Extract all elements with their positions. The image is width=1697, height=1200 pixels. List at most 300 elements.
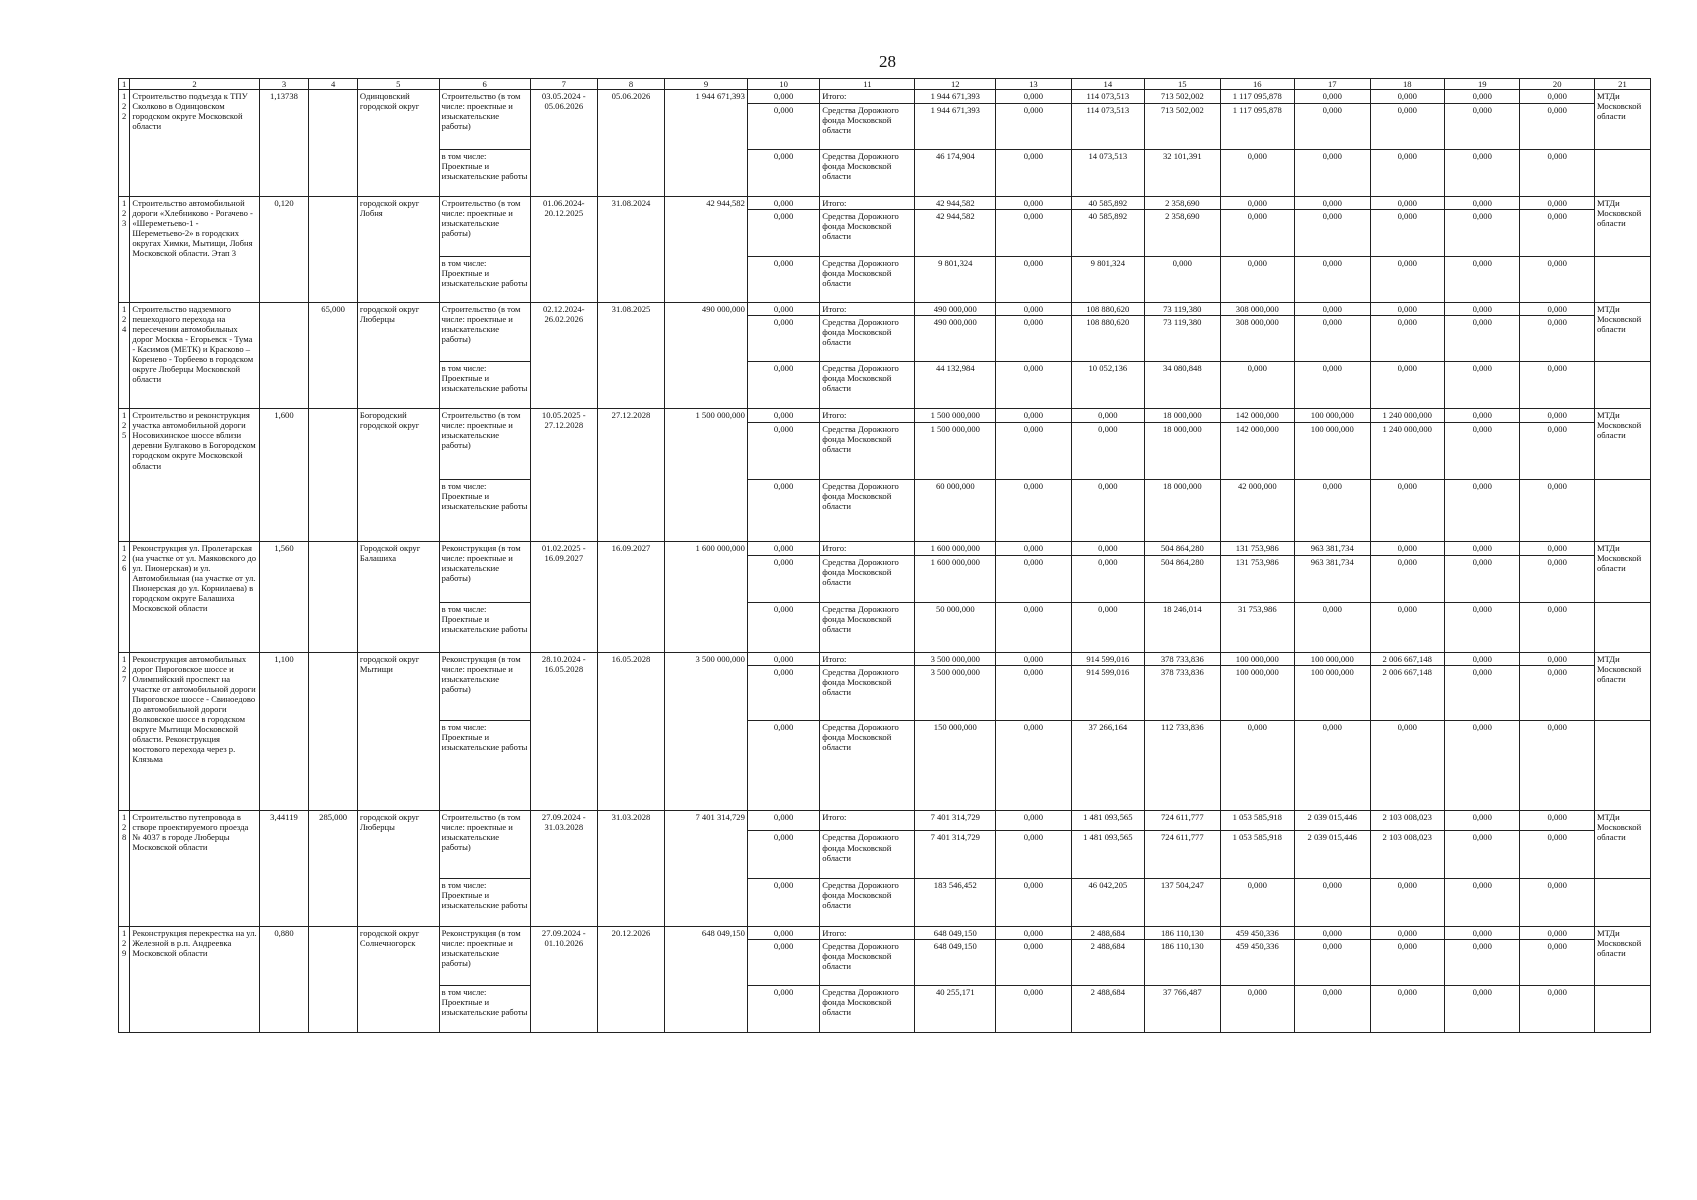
- amount-cell: 0,000: [1370, 316, 1444, 362]
- amount-cell: 504 864,280: [1145, 555, 1221, 602]
- amount-cell: 0,000: [1520, 422, 1594, 479]
- amount-cell: 0,000: [1295, 878, 1371, 926]
- work-type: Строительство (в том числе: проектные и изыскательские работы): [439, 409, 530, 480]
- amount-cell: 0,000: [1220, 209, 1294, 256]
- amount-cell: 1 500 000,000: [915, 409, 996, 422]
- amount-cell: 40 585,892: [1071, 196, 1144, 209]
- amount-cell: 1 944 671,393: [915, 90, 996, 103]
- value-col10: 0,000: [747, 149, 819, 196]
- amount-cell: 0,000: [1520, 721, 1594, 811]
- value-col10: 0,000: [747, 555, 819, 602]
- amount-cell: 0,000: [1444, 196, 1520, 209]
- row-number: 122: [119, 90, 130, 196]
- amount-cell: 32 101,391: [1145, 149, 1221, 196]
- completion-date: 05.06.2026: [597, 90, 664, 196]
- column-number: 17: [1295, 79, 1371, 90]
- length-km: 1,13738: [259, 90, 309, 196]
- amount-cell: 0,000: [1220, 721, 1294, 811]
- amount-cell: 60 000,000: [915, 479, 996, 541]
- amount-cell: 0,000: [1071, 542, 1144, 555]
- district: Городской округ Балашиха: [357, 542, 439, 652]
- amount-cell: 0,000: [1295, 103, 1371, 149]
- amount-cell: 0,000: [1444, 665, 1520, 720]
- column-number: 15: [1145, 79, 1221, 90]
- value-col10: 0,000: [747, 479, 819, 541]
- amount-cell: 0,000: [1370, 256, 1444, 302]
- value-col10: 0,000: [747, 90, 819, 103]
- amount-cell: 648 049,150: [915, 939, 996, 985]
- completion-date: 16.05.2028: [597, 652, 664, 810]
- object-name: Строительство подъезда к ТПУ Сколково в Одинцовском городском округе Московской области: [130, 90, 259, 196]
- work-period: 27.09.2024 - 01.10.2026: [530, 926, 597, 1032]
- column-number: 3: [259, 79, 309, 90]
- district: городской округ Солнечногорск: [357, 926, 439, 1032]
- completion-date: 20.12.2026: [597, 926, 664, 1032]
- amount-cell: 0,000: [1370, 196, 1444, 209]
- funding-source: Средства Дорожного фонда Московской области: [820, 149, 915, 196]
- row-number: 126: [119, 542, 130, 652]
- amount-cell: 1 481 093,565: [1071, 831, 1144, 878]
- amount-cell: 7 401 314,729: [915, 811, 996, 831]
- funding-source: Итого:: [820, 409, 915, 422]
- amount-cell: 1 600 000,000: [915, 542, 996, 555]
- amount-cell: 0,000: [1370, 721, 1444, 811]
- column-number-row: [119, 79, 1651, 90]
- amount-cell: 0,000: [1444, 302, 1520, 315]
- amount-cell: 914 599,016: [1071, 665, 1144, 720]
- work-type: Реконструкция (в том числе: проектные и изыскательские работы): [439, 652, 530, 721]
- amount-cell: 0,000: [1295, 149, 1371, 196]
- amount-cell: 0,000: [1295, 926, 1371, 939]
- funding-source: Итого:: [820, 542, 915, 555]
- work-type: Реконструкция (в том числе: проектные и изыскательские работы): [439, 542, 530, 602]
- column-number: 7: [530, 79, 597, 90]
- amount-cell: 9 801,324: [1071, 256, 1144, 302]
- amount-cell: 0,000: [1520, 985, 1594, 1032]
- amount-cell: 18 000,000: [1145, 409, 1221, 422]
- amount-cell: 0,000: [1520, 103, 1594, 149]
- table-row: [119, 811, 1651, 831]
- amount-cell: 0,000: [1444, 256, 1520, 302]
- amount-cell: 0,000: [1444, 316, 1520, 362]
- funding-source: Итого:: [820, 90, 915, 103]
- object-name: Строительство автомобильной дороги «Хлебниково - Рогачево - «Шереметьево-1 - Шереметьево-2» в городских округах Химки, Мытищи, Лобня Московской области. Этап 3: [130, 196, 259, 302]
- object-cost: 1 944 671,393: [665, 90, 748, 196]
- amount-cell: 0,000: [1071, 409, 1144, 422]
- funding-source: Средства Дорожного фонда Московской области: [820, 665, 915, 720]
- amount-cell: 37 766,487: [1145, 985, 1221, 1032]
- object-cost: 42 944,582: [665, 196, 748, 302]
- amount-cell: 713 502,002: [1145, 103, 1221, 149]
- amount-cell: 0,000: [1295, 479, 1371, 541]
- value-col10: 0,000: [747, 939, 819, 985]
- amount-cell: 0,000: [1370, 209, 1444, 256]
- funding-source: Средства Дорожного фонда Московской области: [820, 831, 915, 878]
- work-type-sub: в том числе: Проектные и изыскательские работы: [439, 602, 530, 652]
- table-row: [119, 302, 1651, 315]
- customer: МТДи Московской области: [1594, 542, 1650, 602]
- amount-cell: 18 000,000: [1145, 422, 1221, 479]
- column-number: 18: [1370, 79, 1444, 90]
- work-type: Реконструкция (в том числе: проектные и изыскательские работы): [439, 926, 530, 985]
- amount-cell: 112 733,836: [1145, 721, 1221, 811]
- funding-source: Средства Дорожного фонда Московской области: [820, 985, 915, 1032]
- amount-cell: 0,000: [1444, 985, 1520, 1032]
- amount-cell: 1 117 095,878: [1220, 90, 1294, 103]
- amount-cell: 1 117 095,878: [1220, 103, 1294, 149]
- amount-cell: 0,000: [996, 555, 1072, 602]
- amount-cell: 2 006 667,148: [1370, 652, 1444, 665]
- amount-cell: 137 504,247: [1145, 878, 1221, 926]
- customer: МТДи Московской области: [1594, 926, 1650, 985]
- amount-cell: 308 000,000: [1220, 302, 1294, 315]
- amount-cell: 490 000,000: [915, 316, 996, 362]
- amount-cell: 0,000: [1444, 90, 1520, 103]
- work-type: Строительство (в том числе: проектные и изыскательские работы): [439, 196, 530, 256]
- amount-cell: 0,000: [1071, 555, 1144, 602]
- work-period: 10.05.2025 - 27.12.2028: [530, 409, 597, 542]
- amount-cell: 724 611,777: [1145, 831, 1221, 878]
- funding-source: Средства Дорожного фонда Московской области: [820, 362, 915, 409]
- amount-cell: 378 733,836: [1145, 665, 1221, 720]
- length-km: 1,560: [259, 542, 309, 652]
- amount-cell: 0,000: [996, 811, 1072, 831]
- amount-cell: 0,000: [1520, 302, 1594, 315]
- work-type-sub: в том числе: Проектные и изыскательские работы: [439, 149, 530, 196]
- amount-cell: 0,000: [1444, 149, 1520, 196]
- length-km: 1,100: [259, 652, 309, 810]
- amount-cell: 0,000: [996, 542, 1072, 555]
- table-row: [119, 409, 1651, 422]
- amount-cell: 31 753,986: [1220, 602, 1294, 652]
- funding-source: Средства Дорожного фонда Московской области: [820, 209, 915, 256]
- amount-cell: 1 500 000,000: [915, 422, 996, 479]
- value-col10: 0,000: [747, 811, 819, 831]
- investment-table: [118, 78, 1651, 1033]
- amount-cell: 0,000: [1370, 555, 1444, 602]
- amount-cell: 114 073,513: [1071, 103, 1144, 149]
- funding-source: Средства Дорожного фонда Московской области: [820, 878, 915, 926]
- length-pm: 65,000: [309, 302, 358, 408]
- amount-cell: 1 240 000,000: [1370, 409, 1444, 422]
- object-name: Реконструкция ул. Пролетарская (на участке от ул. Маяковского до ул. Пионерская) и ул. Автомобильная (на участке от ул. Пионерская до ул. Корнилаева) в городском округе Балашиха Московской области: [130, 542, 259, 652]
- amount-cell: 0,000: [1370, 149, 1444, 196]
- amount-cell: 18 000,000: [1145, 479, 1221, 541]
- column-number: 20: [1520, 79, 1594, 90]
- amount-cell: 1 053 585,918: [1220, 811, 1294, 831]
- amount-cell: 0,000: [1520, 878, 1594, 926]
- amount-cell: 0,000: [996, 302, 1072, 315]
- amount-cell: 0,000: [1520, 939, 1594, 985]
- amount-cell: 42 000,000: [1220, 479, 1294, 541]
- amount-cell: 0,000: [1444, 878, 1520, 926]
- amount-cell: 0,000: [1220, 256, 1294, 302]
- value-col10: 0,000: [747, 985, 819, 1032]
- amount-cell: 183 546,452: [915, 878, 996, 926]
- amount-cell: 0,000: [1145, 256, 1221, 302]
- value-col10: 0,000: [747, 302, 819, 315]
- amount-cell: 131 753,986: [1220, 542, 1294, 555]
- amount-cell: 3 500 000,000: [915, 665, 996, 720]
- funding-source: Средства Дорожного фонда Московской области: [820, 939, 915, 985]
- amount-cell: 378 733,836: [1145, 652, 1221, 665]
- amount-cell: 0,000: [1520, 90, 1594, 103]
- amount-cell: 0,000: [1370, 302, 1444, 315]
- amount-cell: 1 944 671,393: [915, 103, 996, 149]
- value-col10: 0,000: [747, 256, 819, 302]
- customer: МТДи Московской области: [1594, 302, 1650, 361]
- work-type-sub: в том числе: Проектные и изыскательские работы: [439, 479, 530, 541]
- amount-cell: 150 000,000: [915, 721, 996, 811]
- amount-cell: 459 450,336: [1220, 926, 1294, 939]
- amount-cell: 0,000: [1071, 602, 1144, 652]
- amount-cell: 10 052,136: [1071, 362, 1144, 409]
- amount-cell: 0,000: [996, 409, 1072, 422]
- amount-cell: 0,000: [1071, 422, 1144, 479]
- amount-cell: 42 944,582: [915, 196, 996, 209]
- work-type-sub: в том числе: Проектные и изыскательские работы: [439, 878, 530, 926]
- funding-source: Итого:: [820, 926, 915, 939]
- column-number: 1: [119, 79, 130, 90]
- district: городской округ Лобня: [357, 196, 439, 302]
- work-type: Строительство (в том числе: проектные и изыскательские работы): [439, 302, 530, 361]
- amount-cell: 7 401 314,729: [915, 831, 996, 878]
- amount-cell: 2 488,684: [1071, 985, 1144, 1032]
- funding-source: Итого:: [820, 302, 915, 315]
- column-number: 6: [439, 79, 530, 90]
- amount-cell: 0,000: [996, 196, 1072, 209]
- amount-cell: 0,000: [1370, 362, 1444, 409]
- amount-cell: 2 103 008,023: [1370, 811, 1444, 831]
- amount-cell: 0,000: [1370, 479, 1444, 541]
- work-period: 27.09.2024 - 31.03.2028: [530, 811, 597, 926]
- amount-cell: 0,000: [1295, 256, 1371, 302]
- amount-cell: 0,000: [1295, 209, 1371, 256]
- amount-cell: 1 481 093,565: [1071, 811, 1144, 831]
- row-number: 129: [119, 926, 130, 1032]
- row-number: 123: [119, 196, 130, 302]
- customer-empty: [1594, 985, 1650, 1032]
- amount-cell: 46 174,904: [915, 149, 996, 196]
- amount-cell: 0,000: [996, 602, 1072, 652]
- amount-cell: 131 753,986: [1220, 555, 1294, 602]
- amount-cell: 0,000: [1220, 149, 1294, 196]
- funding-source: Итого:: [820, 196, 915, 209]
- amount-cell: 0,000: [1295, 939, 1371, 985]
- work-period: 01.06.2024- 20.12.2025: [530, 196, 597, 302]
- amount-cell: 0,000: [1444, 926, 1520, 939]
- table-row: [119, 652, 1651, 665]
- amount-cell: 0,000: [1295, 316, 1371, 362]
- column-number: 2: [130, 79, 259, 90]
- completion-date: 31.08.2024: [597, 196, 664, 302]
- row-number: 125: [119, 409, 130, 542]
- column-number: 11: [820, 79, 915, 90]
- amount-cell: 0,000: [996, 422, 1072, 479]
- amount-cell: 0,000: [1444, 652, 1520, 665]
- amount-cell: 0,000: [1520, 196, 1594, 209]
- amount-cell: 0,000: [1295, 196, 1371, 209]
- funding-source: Итого:: [820, 811, 915, 831]
- object-cost: 490 000,000: [665, 302, 748, 408]
- value-col10: 0,000: [747, 665, 819, 720]
- column-number: 10: [747, 79, 819, 90]
- amount-cell: 2 488,684: [1071, 926, 1144, 939]
- object-cost: 648 049,150: [665, 926, 748, 1032]
- amount-cell: 9 801,324: [915, 256, 996, 302]
- amount-cell: 0,000: [1370, 939, 1444, 985]
- amount-cell: 963 381,734: [1295, 555, 1371, 602]
- amount-cell: 0,000: [1520, 362, 1594, 409]
- row-number: 128: [119, 811, 130, 926]
- amount-cell: 0,000: [996, 209, 1072, 256]
- district: Одинцовский городской округ: [357, 90, 439, 196]
- column-number: 14: [1071, 79, 1144, 90]
- customer-empty: [1594, 602, 1650, 652]
- value-col10: 0,000: [747, 652, 819, 665]
- amount-cell: 0,000: [1444, 103, 1520, 149]
- amount-cell: 100 000,000: [1295, 409, 1371, 422]
- column-number: 9: [665, 79, 748, 90]
- amount-cell: 40 255,171: [915, 985, 996, 1032]
- amount-cell: 2 358,690: [1145, 209, 1221, 256]
- amount-cell: 648 049,150: [915, 926, 996, 939]
- amount-cell: 0,000: [1444, 721, 1520, 811]
- work-period: 03.05.2024 - 05.06.2026: [530, 90, 597, 196]
- completion-date: 31.08.2025: [597, 302, 664, 408]
- customer-empty: [1594, 362, 1650, 409]
- column-number: 8: [597, 79, 664, 90]
- object-cost: 1 600 000,000: [665, 542, 748, 652]
- amount-cell: 0,000: [996, 362, 1072, 409]
- amount-cell: 0,000: [1220, 878, 1294, 926]
- column-number: 16: [1220, 79, 1294, 90]
- amount-cell: 0,000: [1520, 831, 1594, 878]
- amount-cell: 308 000,000: [1220, 316, 1294, 362]
- amount-cell: 0,000: [1370, 90, 1444, 103]
- amount-cell: 0,000: [1071, 479, 1144, 541]
- amount-cell: 504 864,280: [1145, 542, 1221, 555]
- amount-cell: 0,000: [996, 721, 1072, 811]
- amount-cell: 459 450,336: [1220, 939, 1294, 985]
- table-row: [119, 90, 1651, 103]
- amount-cell: 0,000: [996, 316, 1072, 362]
- amount-cell: 42 944,582: [915, 209, 996, 256]
- amount-cell: 0,000: [1295, 602, 1371, 652]
- amount-cell: 0,000: [1370, 926, 1444, 939]
- amount-cell: 0,000: [996, 985, 1072, 1032]
- funding-source: Средства Дорожного фонда Московской области: [820, 316, 915, 362]
- amount-cell: 0,000: [1520, 209, 1594, 256]
- funding-source: Средства Дорожного фонда Московской области: [820, 103, 915, 149]
- completion-date: 27.12.2028: [597, 409, 664, 542]
- object-cost: 7 401 314,729: [665, 811, 748, 926]
- amount-cell: 114 073,513: [1071, 90, 1144, 103]
- amount-cell: 1 240 000,000: [1370, 422, 1444, 479]
- amount-cell: 3 500 000,000: [915, 652, 996, 665]
- amount-cell: 186 110,130: [1145, 926, 1221, 939]
- object-name: Строительство надземного пешеходного перехода на пересечении автомобильных дорог Москва - Егорьевск - Тума - Касимов (МЕТК) и Красково – Коренево - Торбеево в городском округе Люберцы Московской области: [130, 302, 259, 408]
- amount-cell: 2 006 667,148: [1370, 665, 1444, 720]
- amount-cell: 0,000: [996, 831, 1072, 878]
- amount-cell: 100 000,000: [1295, 665, 1371, 720]
- amount-cell: 0,000: [1444, 542, 1520, 555]
- work-type-sub: в том числе: Проектные и изыскательские работы: [439, 721, 530, 811]
- page-number: 28: [879, 52, 896, 71]
- length-km: [259, 302, 309, 408]
- amount-cell: 0,000: [1444, 831, 1520, 878]
- amount-cell: 0,000: [1220, 985, 1294, 1032]
- amount-cell: 0,000: [996, 103, 1072, 149]
- amount-cell: 963 381,734: [1295, 542, 1371, 555]
- funding-source: Средства Дорожного фонда Московской области: [820, 256, 915, 302]
- completion-date: 31.03.2028: [597, 811, 664, 926]
- work-type-sub: в том числе: Проектные и изыскательские работы: [439, 985, 530, 1032]
- amount-cell: 0,000: [996, 256, 1072, 302]
- work-period: 28.10.2024 - 16.05.2028: [530, 652, 597, 810]
- amount-cell: 0,000: [1444, 555, 1520, 602]
- table-row: [119, 196, 1651, 209]
- work-type: Строительство (в том числе: проектные и изыскательские работы): [439, 811, 530, 878]
- amount-cell: 0,000: [1295, 302, 1371, 315]
- amount-cell: 2 103 008,023: [1370, 831, 1444, 878]
- work-period: 01.02.2025 - 16.09.2027: [530, 542, 597, 652]
- amount-cell: 0,000: [1444, 602, 1520, 652]
- amount-cell: 724 611,777: [1145, 811, 1221, 831]
- amount-cell: 108 880,620: [1071, 302, 1144, 315]
- district: городской округ Мытищи: [357, 652, 439, 810]
- amount-cell: 0,000: [996, 878, 1072, 926]
- amount-cell: 37 266,164: [1071, 721, 1144, 811]
- amount-cell: 2 488,684: [1071, 939, 1144, 985]
- amount-cell: 0,000: [996, 149, 1072, 196]
- value-col10: 0,000: [747, 831, 819, 878]
- length-km: 1,600: [259, 409, 309, 542]
- length-km: 0,120: [259, 196, 309, 302]
- amount-cell: 0,000: [1444, 409, 1520, 422]
- amount-cell: 0,000: [1520, 256, 1594, 302]
- length-pm: [309, 196, 358, 302]
- amount-cell: 0,000: [1295, 362, 1371, 409]
- table-row: [119, 542, 1651, 555]
- customer: МТДи Московской области: [1594, 652, 1650, 721]
- amount-cell: 0,000: [1520, 652, 1594, 665]
- value-col10: 0,000: [747, 196, 819, 209]
- amount-cell: 142 000,000: [1220, 422, 1294, 479]
- district: городской округ Люберцы: [357, 811, 439, 926]
- amount-cell: 0,000: [1370, 878, 1444, 926]
- value-col10: 0,000: [747, 721, 819, 811]
- value-col10: 0,000: [747, 602, 819, 652]
- work-type: Строительство (в том числе: проектные и изыскательские работы): [439, 90, 530, 149]
- object-name: Реконструкция перекрестка на ул. Железной в р.п. Андреевка Московской области: [130, 926, 259, 1032]
- amount-cell: 0,000: [1444, 209, 1520, 256]
- amount-cell: 0,000: [1370, 602, 1444, 652]
- amount-cell: 100 000,000: [1295, 422, 1371, 479]
- object-name: Реконструкция автомобильных дорог Пироговское шоссе и Олимпийский проспект на участке от автомобильной дороги Пироговское шоссе - Свиноедово до автомобильной дороги Волковское шоссе в городском округе Мытищи Московской области. Реконструкция мостового перехода через р. Клязьма: [130, 652, 259, 810]
- amount-cell: 0,000: [1520, 555, 1594, 602]
- amount-cell: 46 042,205: [1071, 878, 1144, 926]
- amount-cell: 0,000: [1520, 926, 1594, 939]
- amount-cell: 0,000: [1295, 90, 1371, 103]
- value-col10: 0,000: [747, 103, 819, 149]
- work-type-sub: в том числе: Проектные и изыскательские работы: [439, 256, 530, 302]
- amount-cell: 0,000: [1220, 362, 1294, 409]
- column-number: 5: [357, 79, 439, 90]
- amount-cell: 2 039 015,446: [1295, 811, 1371, 831]
- amount-cell: 0,000: [1520, 316, 1594, 362]
- value-col10: 0,000: [747, 209, 819, 256]
